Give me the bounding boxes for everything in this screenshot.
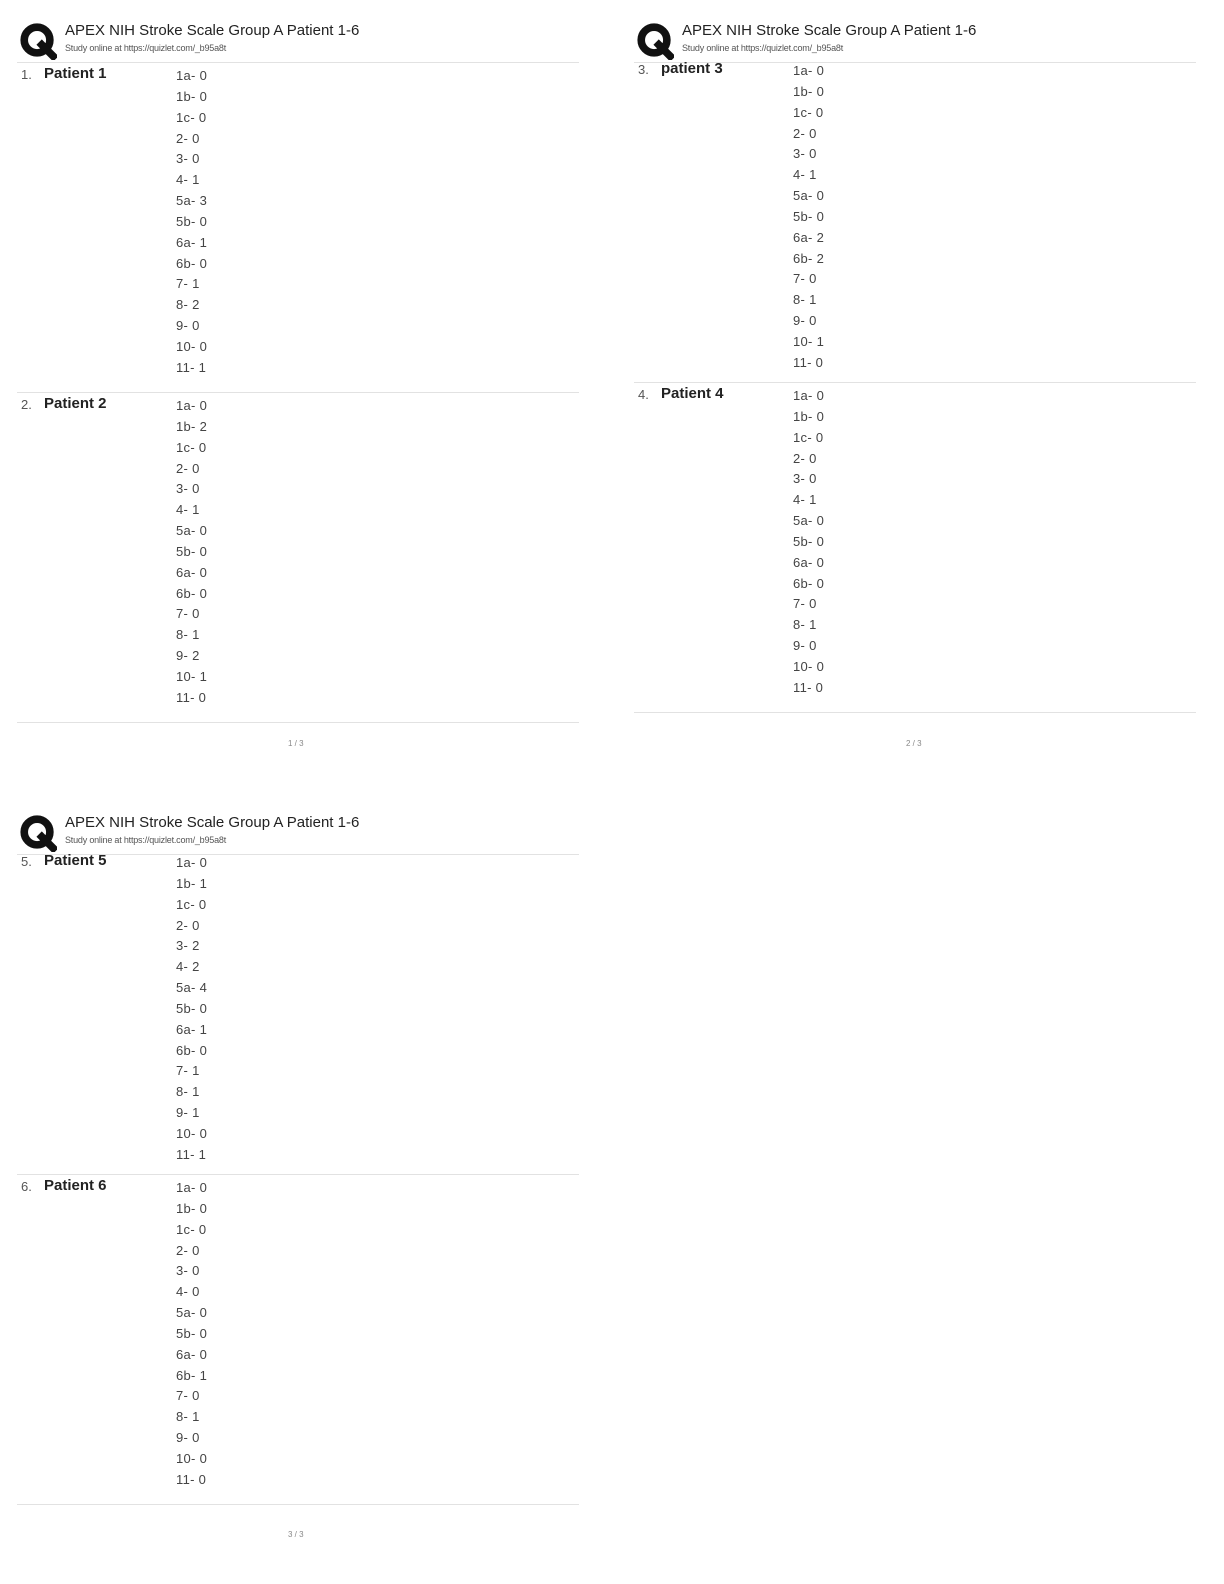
definition-line: 2- 0: [176, 1242, 200, 1258]
card-number: 2.: [21, 397, 32, 412]
card-definition-list: [176, 66, 207, 379]
definition-line: 5b- 0: [176, 1000, 208, 1016]
document-subtitle: Study online at https://quizlet.com/_b95a8t: [65, 835, 227, 845]
definition-line: 1a- 0: [176, 1180, 208, 1195]
definition-line: 1c- 0: [793, 104, 824, 120]
definition-line: 4- 1: [793, 167, 817, 183]
definition-line: 6a- 1: [176, 234, 208, 250]
definition-line: 10- 1: [176, 668, 208, 684]
definition-line: 5b- 0: [176, 213, 208, 229]
definition-line: 11- 1: [176, 359, 207, 375]
definition-line: 5a- 0: [793, 188, 825, 204]
definition-line: 8- 1: [176, 1084, 200, 1100]
definition-line: 8- 1: [176, 1409, 200, 1425]
quizlet-logo-icon: [19, 814, 57, 852]
definition-line: 1b- 1: [176, 875, 208, 891]
document-title: APEX NIH Stroke Scale Group A Patient 1-6: [682, 22, 977, 39]
flashcard: [634, 383, 1196, 713]
page-number: 2 / 3: [906, 739, 922, 748]
definition-line: 5b- 0: [793, 208, 825, 224]
definition-line: 7- 1: [176, 1063, 200, 1079]
definition-line: 2- 0: [176, 917, 200, 933]
document-subtitle: Study online at https://quizlet.com/_b95a8t: [65, 43, 227, 53]
definition-line: 6b- 0: [793, 575, 825, 591]
card-term: Patient 4: [661, 385, 724, 402]
page-header: [17, 810, 579, 855]
definition-line: 6b- 0: [176, 255, 208, 271]
definition-line: 3- 0: [176, 151, 200, 167]
definition-line: 11- 0: [793, 679, 824, 695]
definition-line: 11- 0: [176, 1471, 207, 1487]
definition-line: 3- 0: [793, 146, 817, 162]
definition-line: 9- 2: [176, 648, 200, 664]
definition-line: 4- 1: [793, 492, 817, 508]
definition-line: 6a- 0: [176, 564, 208, 580]
document-title: APEX NIH Stroke Scale Group A Patient 1-6: [65, 814, 360, 831]
definition-line: 5a- 0: [176, 1305, 208, 1321]
definition-line: 1a- 0: [793, 63, 825, 78]
definition-line: 5b- 0: [176, 543, 208, 559]
definition-line: 7- 1: [176, 276, 200, 292]
definition-line: 9- 0: [793, 638, 817, 654]
definition-line: 8- 1: [793, 617, 817, 633]
flashcard: [17, 63, 579, 393]
card-definition-list: [176, 1178, 207, 1491]
card-term: Patient 5: [44, 852, 107, 869]
card-term: Patient 2: [44, 395, 107, 412]
definition-line: 11- 0: [176, 689, 207, 705]
definition-line: 1b- 2: [176, 418, 208, 434]
definition-line: 7- 0: [793, 271, 817, 287]
document-title: APEX NIH Stroke Scale Group A Patient 1-6: [65, 22, 360, 39]
document-page-3: [17, 810, 579, 1505]
page-number: 1 / 3: [288, 739, 304, 748]
definition-line: 4- 1: [176, 172, 200, 188]
flashcard: [17, 393, 579, 723]
definition-line: 5b- 0: [176, 1325, 208, 1341]
card-number: 3.: [638, 62, 649, 77]
definition-line: 1c- 0: [176, 896, 207, 912]
definition-line: 2- 0: [793, 450, 817, 466]
definition-line: 5a- 3: [176, 193, 208, 209]
card-definition-list: [176, 853, 207, 1166]
definition-line: 1b- 0: [176, 1200, 208, 1216]
document-page-2: [634, 18, 1196, 713]
definition-line: 7- 0: [793, 596, 817, 612]
definition-line: 4- 0: [176, 1284, 200, 1300]
definition-line: 9- 1: [176, 1105, 200, 1121]
page-header: [17, 18, 579, 63]
definition-line: 7- 0: [176, 1388, 200, 1404]
card-number: 5.: [21, 854, 32, 869]
definition-line: 6b- 1: [176, 1367, 208, 1383]
card-number: 1.: [21, 67, 32, 82]
card-term: Patient 1: [44, 65, 107, 82]
flashcard: [634, 58, 1196, 383]
definition-line: 4- 2: [176, 959, 200, 975]
definition-line: 5a- 0: [176, 523, 208, 539]
definition-line: 8- 1: [176, 627, 200, 643]
quizlet-logo-icon: [19, 22, 57, 60]
definition-line: 10- 0: [176, 338, 208, 354]
definition-line: 6a- 0: [793, 554, 825, 570]
page-header: [634, 18, 1196, 63]
definition-line: 1c- 0: [793, 429, 824, 445]
definition-line: 6b- 0: [176, 1042, 208, 1058]
definition-line: 10- 0: [176, 1125, 208, 1141]
definition-line: 1b- 0: [793, 83, 825, 99]
definition-line: 11- 1: [176, 1146, 207, 1162]
definition-line: 3- 0: [176, 1263, 200, 1279]
definition-line: 6b- 2: [793, 250, 825, 266]
quizlet-logo-icon: [636, 22, 674, 60]
definition-line: 1a- 0: [176, 855, 208, 870]
definition-line: 1c- 0: [176, 1221, 207, 1237]
definition-line: 1c- 0: [176, 439, 207, 455]
definition-line: 5a- 0: [793, 513, 825, 529]
page-number: 3 / 3: [288, 1530, 304, 1539]
definition-line: 3- 0: [793, 471, 817, 487]
flashcard: [17, 850, 579, 1175]
definition-line: 11- 0: [793, 354, 824, 370]
definition-line: 2- 0: [176, 460, 200, 476]
definition-line: 1b- 0: [176, 88, 208, 104]
definition-line: 4- 1: [176, 502, 200, 518]
card-term: patient 3: [661, 60, 723, 77]
definition-line: 8- 2: [176, 297, 200, 313]
definition-line: 3- 0: [176, 481, 200, 497]
card-definition-list: [793, 61, 824, 374]
card-definition-list: [176, 396, 207, 709]
definition-line: 10- 0: [793, 658, 825, 674]
definition-line: 6a- 1: [176, 1021, 208, 1037]
definition-line: 1a- 0: [793, 388, 825, 403]
definition-line: 9- 0: [176, 318, 200, 334]
definition-line: 2- 0: [793, 125, 817, 141]
definition-line: 7- 0: [176, 606, 200, 622]
document-subtitle: Study online at https://quizlet.com/_b95a8t: [682, 43, 844, 53]
document-page-1: [17, 18, 579, 723]
definition-line: 6b- 0: [176, 585, 208, 601]
definition-line: 1b- 0: [793, 408, 825, 424]
definition-line: 1a- 0: [176, 398, 208, 413]
definition-line: 10- 1: [793, 333, 825, 349]
definition-line: 5a- 4: [176, 980, 208, 996]
definition-line: 3- 2: [176, 938, 200, 954]
definition-line: 10- 0: [176, 1450, 208, 1466]
definition-line: 6a- 0: [176, 1346, 208, 1362]
card-number: 6.: [21, 1179, 32, 1194]
card-definition-list: [793, 386, 824, 699]
definition-line: 1c- 0: [176, 109, 207, 125]
card-term: Patient 6: [44, 1177, 107, 1194]
definition-line: 9- 0: [176, 1430, 200, 1446]
definition-line: 8- 1: [793, 292, 817, 308]
definition-line: 5b- 0: [793, 533, 825, 549]
card-number: 4.: [638, 387, 649, 402]
definition-line: 2- 0: [176, 130, 200, 146]
definition-line: 1a- 0: [176, 68, 208, 83]
definition-line: 9- 0: [793, 313, 817, 329]
flashcard: [17, 1175, 579, 1505]
definition-line: 6a- 2: [793, 229, 825, 245]
